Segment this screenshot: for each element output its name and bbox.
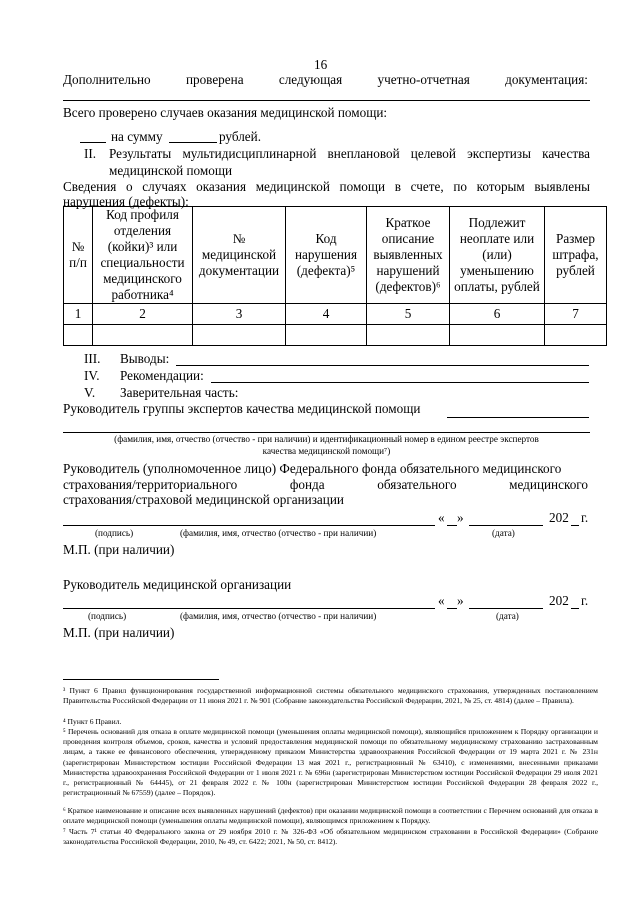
section3-number: III.: [84, 351, 101, 366]
intro-word: Дополнительно: [63, 72, 151, 87]
seal-note: М.П. (при наличии): [63, 542, 175, 557]
fund-word: обязательного: [377, 477, 457, 492]
column-number: 7: [545, 304, 607, 325]
sum-suffix: рублей.: [219, 129, 262, 144]
date-day-blank: [447, 525, 457, 526]
table-cell: [286, 325, 367, 346]
column-number: 1: [64, 304, 93, 325]
date-quote-close: »: [457, 593, 464, 608]
sum-prefix: на сумму: [111, 129, 163, 144]
fio-caption: (фамилия, имя, отчество (отчество - при наличии): [180, 611, 377, 621]
footnote-7: ⁷ Часть 7¹ статьи 40 Федерального закона от 29 ноября 2010 г. № 326-ФЗ «Об обязательном медицинском страховании в Российской Федерации» (Собрание законодательства Российской Федерации, 2010, № 49, ст. 6422; 2021, № 50, ст. 8412).: [63, 827, 598, 847]
fund-word: медицинского: [509, 477, 588, 492]
fund-label-line3: страхования/страховой медицинской организации: [63, 492, 344, 507]
footnote-separator: [63, 679, 219, 680]
footnote-3: ³ Пункт 6 Правил функционирования государственной информационной системы обязательного медицинского страхования, утвержденных постановлением Правительства Российской Федерации от 11 июня 2021 г. № 901 (Собрание законодательства Российской Федерации, 2021, № 25, ст. 4814) (далее – Правила).: [63, 686, 598, 706]
table-cell: [545, 325, 607, 346]
org-head-label: Руководитель медицинской организации: [63, 577, 292, 592]
section5-label: Заверительная часть:: [120, 385, 239, 400]
year-suffix: г.: [581, 593, 589, 608]
footnote-6: ⁶ Краткое наименование и описание всех выявленных нарушений (дефектов) при оказании медицинской помощи в соответствии с Перечнем оснований для отказа в оплате медицинской помощи (уменьшения оплаты медицинской помощи), являющимся приложением к Порядку.: [63, 806, 598, 826]
defects-intro-cont: нарушения (дефекты):: [63, 194, 189, 209]
table-cell: [367, 325, 450, 346]
total-checked-text: Всего проверено случаев оказания медицинской помощи:: [63, 105, 388, 120]
table-row: [64, 325, 607, 346]
date-month-blank: [469, 525, 543, 526]
year-blank: [571, 525, 579, 526]
section2-number: II.: [84, 146, 97, 161]
column-number: 3: [193, 304, 286, 325]
date-quote-open: «: [438, 593, 445, 608]
header-cell: Размер штрафа, рублей: [545, 207, 607, 304]
defects-intro: Сведения о случаях оказания медицинской помощи в счете, по которым выявлены: [63, 179, 590, 194]
fund-label-line1: Руководитель (уполномоченное лицо) Федерального фонда обязательного медицинского: [63, 461, 562, 476]
section3-label: Выводы:: [120, 351, 170, 366]
table-cell: [64, 325, 93, 346]
year-blank: [571, 608, 579, 609]
date-caption: (дата): [496, 611, 519, 621]
intro-word: следующая: [278, 72, 343, 87]
seal-note: М.П. (при наличии): [63, 625, 175, 640]
date-caption: (дата): [492, 528, 515, 538]
section2-title-cont: медицинской помощи: [109, 163, 233, 178]
section5-number: V.: [84, 385, 96, 400]
signature-caption: (подпись): [95, 528, 134, 538]
date-day-blank: [447, 608, 457, 609]
footnote-4: ⁴ Пункт 6 Правил.: [63, 717, 122, 726]
table-header-row: [64, 207, 607, 304]
section2-title: Результаты мультидисциплинарной внеплановой целевой экспертизы качества: [109, 146, 590, 161]
group-head-caption-cont: качества медицинской помощи⁷): [262, 446, 391, 456]
count-blank: [80, 142, 106, 143]
sum-blank: [169, 142, 217, 143]
fund-word: фонда: [289, 477, 325, 492]
defects-table: [63, 206, 607, 346]
section4-number: IV.: [84, 368, 100, 383]
group-head-label: Руководитель группы экспертов качества медицинской помощи: [63, 401, 421, 416]
conclusions-blank: [176, 365, 589, 366]
intro-line: [63, 72, 588, 88]
header-cell: № медицинской документации: [193, 207, 286, 304]
intro-word: учетно-отчетная: [377, 72, 470, 87]
table-cell: [93, 325, 193, 346]
fund-label-line2: [63, 477, 588, 493]
table-cell: [193, 325, 286, 346]
fund-word: страхования/территориального: [63, 477, 238, 492]
year-prefix: 202: [549, 510, 569, 525]
intro-word: проверена: [185, 72, 244, 87]
header-cell: Подлежит неоплате или (или) уменьшению оплаты, рублей: [450, 207, 545, 304]
documentation-blank-line: [63, 100, 590, 101]
date-month-blank: [469, 608, 543, 609]
date-quote-open: «: [438, 510, 445, 525]
fio-caption: (фамилия, имя, отчество (отчество - при наличии): [180, 528, 377, 538]
signature-caption: (подпись): [88, 611, 127, 621]
recommendations-blank: [211, 382, 589, 383]
column-number: 5: [367, 304, 450, 325]
column-number-row: [64, 304, 607, 325]
year-suffix: г.: [581, 510, 589, 525]
column-number: 4: [286, 304, 367, 325]
intro-word: документация:: [505, 72, 588, 87]
fund-signature-blank: [63, 525, 435, 526]
footnote-5: ⁵ Перечень оснований для отказа в оплате медицинской помощи (уменьшения оплаты медицинской помощи), являющийся приложением к Порядку организации и проведения контроля объемов, сроков, качества и условий предоставления медицинской помощи по обязательному медицинскому страхованию застрахованным лицам, а также ее финансового обеспечения, утвержденному приказом Министерства здравоохранения Российской Федерации от 19 марта 2021 г. № 231н (зарегистрирован Министерством юстиции Российской Федерации 13 мая 2021 г., регистрационный № 63410), с изменениями, внесенными приказами Министерства здравоохранения Российской Федерации от 1 июля 2021 г. № 696н (зарегистрирован Министерством юстиции Российской Федерации 29 июля 2021 г., регистрационный № 64445), от 21 февраля 2022 г. № 100н (зарегистрирован Министерством юстиции Российской Федерации 28 февраля 2022 г., регистрационный № 67559) (далее – Порядок).: [63, 727, 598, 798]
page-number: 16: [314, 57, 328, 72]
section4-label: Рекомендации:: [120, 368, 204, 383]
column-number: 6: [450, 304, 545, 325]
header-cell: № п/п: [64, 207, 93, 304]
date-quote-close: »: [457, 510, 464, 525]
group-head-blank-2: [63, 432, 590, 433]
org-signature-blank: [63, 608, 435, 609]
header-cell: Код нарушения (дефекта)⁵: [286, 207, 367, 304]
group-head-caption: (фамилия, имя, отчество (отчество - при наличии) и идентификационный номер в едином реестре экспертов: [114, 434, 539, 444]
header-cell: Код профиля отделения (койки)³ или специальности медицинского работника⁴: [93, 207, 193, 304]
year-prefix: 202: [549, 593, 569, 608]
header-cell: Краткое описание выявленных нарушений (дефектов)⁶: [367, 207, 450, 304]
group-head-blank: [447, 417, 589, 418]
table-cell: [450, 325, 545, 346]
column-number: 2: [93, 304, 193, 325]
